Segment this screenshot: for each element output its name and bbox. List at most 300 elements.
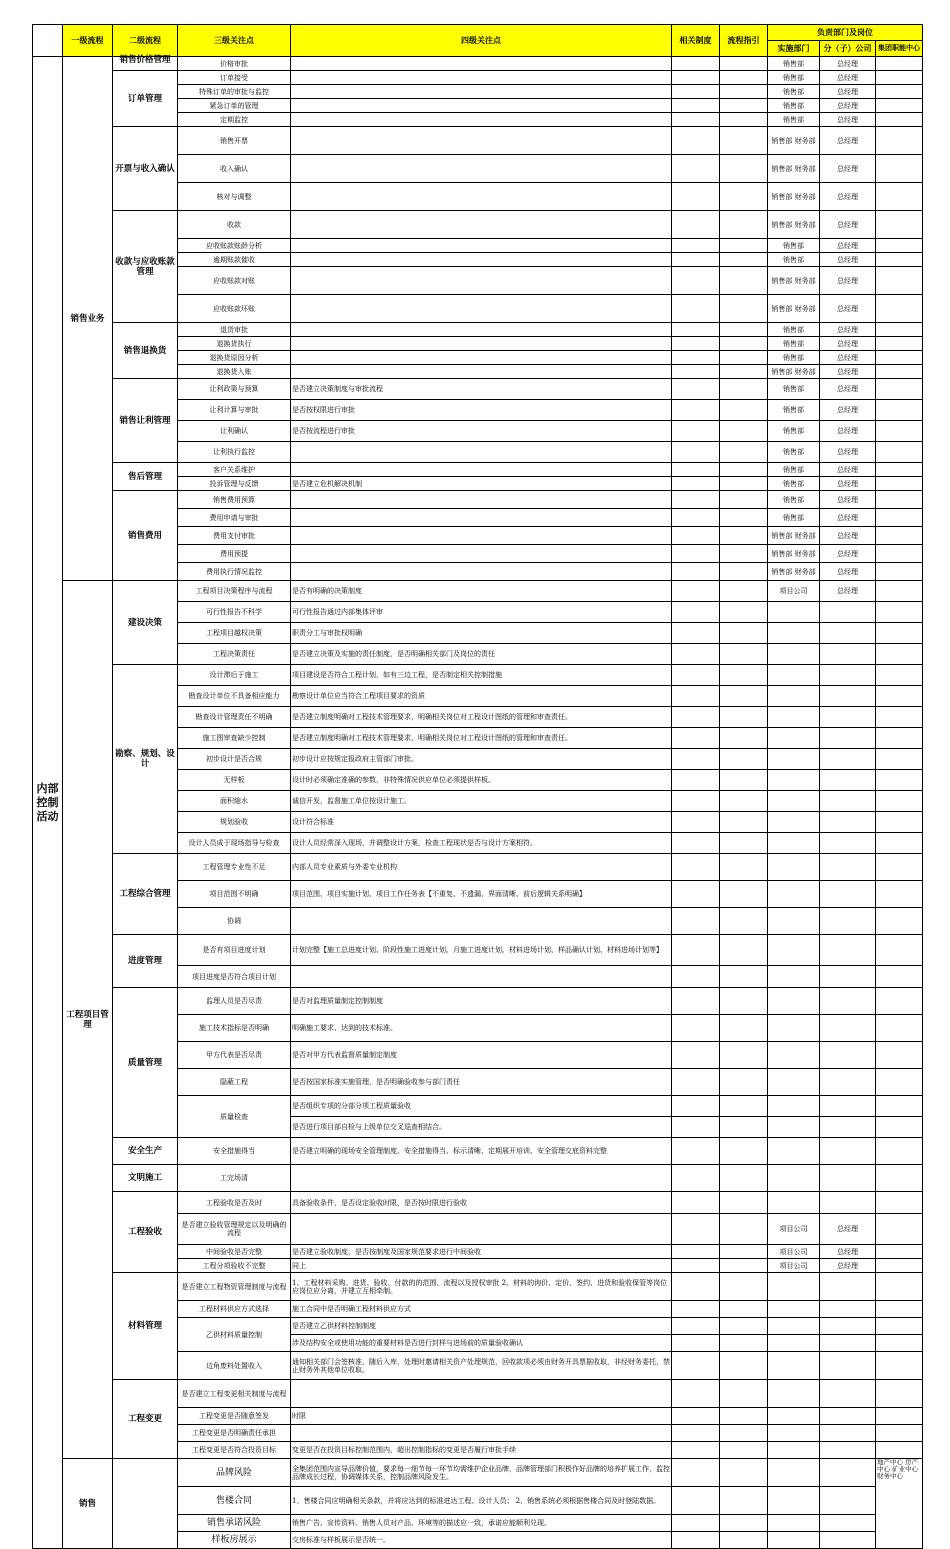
group-center-cell (876, 1245, 923, 1259)
policy-cell (672, 337, 720, 351)
sub-company-cell: 总经理 (820, 183, 876, 211)
policy-cell (672, 1117, 720, 1138)
sub-company-cell (820, 812, 876, 833)
level3-cell: 是否建立工程物资管理制度与流程 (178, 1273, 291, 1301)
sub-company-cell: 总经理 (820, 379, 876, 400)
sub-company-cell (820, 881, 876, 908)
impl-dept-cell (768, 1096, 820, 1117)
level4-cell: 1、工程材料采购、进货、验收、付款的的范围、流程以及授权审批 2、材料的询价、定价、签约、进货和验收保管等岗位应岗位应分离，并建立互相牵制。 (291, 1273, 672, 1301)
level3-cell: 设计滞后于施工 (178, 665, 291, 686)
header-level1: 一级流程 (63, 25, 113, 57)
policy-cell (672, 1165, 720, 1192)
level4-cell: 涉及结构安全或使用功能的重要材料是否进行封样与进场前的质量验收确认 (291, 1335, 672, 1352)
level3-cell: 收款 (178, 211, 291, 239)
guide-cell (720, 833, 768, 854)
level3-cell: 销售开票 (178, 127, 291, 155)
impl-dept-cell: 销售部 (768, 323, 820, 337)
policy-cell (672, 527, 720, 545)
level3-cell: 让利执行监控 (178, 442, 291, 463)
sub-company-cell (820, 623, 876, 644)
level3-cell: 甲方代表是否尽责 (178, 1042, 291, 1069)
sub-company-cell: 总经理 (820, 365, 876, 379)
group-center-cell (876, 728, 923, 749)
impl-dept-cell: 销售部 财务部 (768, 183, 820, 211)
sub-company-cell (820, 1318, 876, 1335)
level3-cell: 应收账款坏账 (178, 295, 291, 323)
guide-cell (720, 644, 768, 665)
sub-company-cell (820, 1515, 876, 1532)
group-center-cell (876, 85, 923, 99)
impl-dept-cell (768, 686, 820, 707)
level4-cell: 是否按国家标准实施管理，是否明确验收参与部门责任 (291, 1069, 672, 1096)
impl-dept-cell (768, 812, 820, 833)
level3-cell: 安全措施得当 (178, 1138, 291, 1165)
policy-cell (672, 71, 720, 85)
guide-cell (720, 1117, 768, 1138)
impl-dept-cell (768, 1042, 820, 1069)
table-row (33, 211, 923, 239)
level3-cell: 可行性报告不科学 (178, 602, 291, 623)
sub-company-cell (820, 1459, 876, 1487)
sub-company-cell (820, 1096, 876, 1117)
guide-cell (720, 509, 768, 527)
group-center-cell (876, 563, 923, 581)
sub-company-cell: 总经理 (820, 421, 876, 442)
table-row (33, 935, 923, 966)
sub-company-cell (820, 1442, 876, 1459)
impl-dept-cell (768, 1487, 820, 1515)
impl-dept-cell (768, 966, 820, 988)
level2-cell: 质量管理 (113, 988, 178, 1138)
level3-cell: 退货审批 (178, 323, 291, 337)
impl-dept-cell (768, 1425, 820, 1442)
policy-cell (672, 85, 720, 99)
level4-cell: 内部人员专业素质与外委专业机构 (291, 854, 672, 881)
impl-dept-cell: 销售部 (768, 400, 820, 421)
level3-cell: 收入确认 (178, 155, 291, 183)
guide-cell (720, 1259, 768, 1273)
level4-cell: 项目建设是否符合工程计划，如有三边工程，是否制定相关控制措施 (291, 665, 672, 686)
group-center-cell (876, 1425, 923, 1442)
policy-cell (672, 57, 720, 71)
impl-dept-cell: 销售部 财务部 (768, 563, 820, 581)
sub-company-cell (820, 602, 876, 623)
sub-company-cell (820, 1069, 876, 1096)
guide-cell (720, 791, 768, 812)
level3-cell: 退换货执行 (178, 337, 291, 351)
level4-cell (291, 966, 672, 988)
group-center-cell: 地产中心 房产中心 矿业中心 财务中心 (876, 1459, 923, 1549)
sub-company-cell: 总经理 (820, 477, 876, 491)
policy-cell (672, 854, 720, 881)
guide-cell (720, 966, 768, 988)
sub-company-cell (820, 908, 876, 935)
guide-cell (720, 183, 768, 211)
impl-dept-cell: 销售部 (768, 463, 820, 477)
policy-cell (672, 812, 720, 833)
table-row (33, 988, 923, 1015)
guide-cell (720, 491, 768, 509)
policy-cell (672, 477, 720, 491)
level3-cell: 工程材料供应方式选择 (178, 1301, 291, 1318)
level3-cell: 品牌风险 (178, 1459, 291, 1487)
level3-cell: 应收账款账龄分析 (178, 239, 291, 253)
table-row (33, 665, 923, 686)
sub-company-cell (820, 1165, 876, 1192)
level4-cell (291, 1380, 672, 1408)
group-center-cell (876, 113, 923, 127)
level4-cell: 是否建立决策及实施的责任制度，是否明确相关部门及岗位的责任 (291, 644, 672, 665)
level3-cell: 中间验收是否完整 (178, 1245, 291, 1259)
guide-cell (720, 1408, 768, 1425)
impl-dept-cell: 销售部 财务部 (768, 295, 820, 323)
level2-cell: 文明施工 (113, 1165, 178, 1192)
guide-cell (720, 770, 768, 791)
policy-cell (672, 1214, 720, 1245)
level2-cell: 销售费用 (113, 491, 178, 581)
group-center-cell (876, 365, 923, 379)
level2-cell: 工程验收 (113, 1192, 178, 1273)
guide-cell (720, 1245, 768, 1259)
sub-company-cell (820, 1015, 876, 1042)
level3-cell: 工程项目决策程序与流程 (178, 581, 291, 602)
sub-company-cell: 总经理 (820, 491, 876, 509)
group-center-cell (876, 1165, 923, 1192)
policy-cell (672, 1042, 720, 1069)
group-center-cell (876, 1318, 923, 1335)
sub-company-cell (820, 644, 876, 665)
sub-company-cell: 总经理 (820, 71, 876, 85)
group-center-cell (876, 988, 923, 1015)
level4-cell (291, 85, 672, 99)
level3-cell: 客户关系维护 (178, 463, 291, 477)
policy-cell (672, 183, 720, 211)
level2-cell: 开票与收入确认 (113, 127, 178, 211)
header-group-center: 集团职能中心 (876, 41, 923, 57)
impl-dept-cell: 销售部 (768, 421, 820, 442)
policy-cell (672, 1015, 720, 1042)
guide-cell (720, 707, 768, 728)
policy-cell (672, 1273, 720, 1301)
impl-dept-cell: 项目公司 (768, 581, 820, 602)
level4-cell: 设计人员经常深入现场，并调整设计方案，检查工程现状是否与设计方案相符。 (291, 833, 672, 854)
level4-cell: 职责分工与审批权明确 (291, 623, 672, 644)
group-center-cell (876, 1442, 923, 1459)
level3-cell: 工程变更是否符合投资目标 (178, 1442, 291, 1459)
impl-dept-cell (768, 1532, 820, 1549)
policy-cell (672, 295, 720, 323)
impl-dept-cell (768, 1408, 820, 1425)
table-row (33, 1192, 923, 1214)
level4-cell: 是否建立制度明确对工程技术管理要求，明确相关岗位对工程设计图纸的管理和审查责任。 (291, 707, 672, 728)
header-sub-company: 分（子）公司 (820, 41, 876, 57)
sub-company-cell (820, 1380, 876, 1408)
policy-cell (672, 908, 720, 935)
sub-company-cell (820, 770, 876, 791)
guide-cell (720, 1487, 768, 1515)
policy-cell (672, 509, 720, 527)
guide-cell (720, 545, 768, 563)
table-row (33, 379, 923, 400)
guide-cell (720, 267, 768, 295)
control-matrix-sheet (32, 24, 922, 1545)
policy-cell (672, 770, 720, 791)
table-row (33, 57, 923, 71)
level3-cell: 费用申请与审批 (178, 509, 291, 527)
impl-dept-cell: 销售部 (768, 99, 820, 113)
group-center-cell (876, 749, 923, 770)
level1-cell: 销售 (63, 1459, 113, 1549)
impl-dept-cell (768, 881, 820, 908)
guide-cell (720, 463, 768, 477)
sub-company-cell: 总经理 (820, 113, 876, 127)
header-level0 (33, 25, 63, 57)
sub-company-cell: 总经理 (820, 127, 876, 155)
impl-dept-cell: 销售部 财务部 (768, 365, 820, 379)
policy-cell (672, 365, 720, 379)
level4-cell (291, 491, 672, 509)
policy-cell (672, 1069, 720, 1096)
level2-cell (113, 1459, 178, 1549)
level2-cell: 材料管理 (113, 1273, 178, 1380)
group-center-cell (876, 881, 923, 908)
guide-cell (720, 749, 768, 770)
impl-dept-cell: 销售部 (768, 442, 820, 463)
group-center-cell (876, 127, 923, 155)
level2-cell: 勘察、规划、设计 (113, 665, 178, 854)
policy-cell (672, 833, 720, 854)
sub-company-cell: 总经理 (820, 85, 876, 99)
sub-company-cell: 总经理 (820, 563, 876, 581)
level3-cell: 是否有项目进度计划 (178, 935, 291, 966)
group-center-cell (876, 1096, 923, 1117)
sub-company-cell: 总经理 (820, 527, 876, 545)
level3-cell: 工程变更是否明确责任承担 (178, 1425, 291, 1442)
level4-cell: 是否对甲方代表监督质量制定制度 (291, 1042, 672, 1069)
policy-cell (672, 379, 720, 400)
group-center-cell (876, 71, 923, 85)
policy-cell (672, 253, 720, 267)
impl-dept-cell: 项目公司 (768, 1214, 820, 1245)
level3-cell: 是否建立验收管理规定以及明确的流程 (178, 1214, 291, 1245)
impl-dept-cell: 销售部 财务部 (768, 211, 820, 239)
group-center-cell (876, 421, 923, 442)
policy-cell (672, 1335, 720, 1352)
guide-cell (720, 211, 768, 239)
sub-company-cell (820, 1408, 876, 1425)
level4-cell: 全集团范围内宣导品牌价值，要求每一细节每一环节均需维护企业品牌，品牌管理部门积极作好品牌的培养扩展工作，监控品牌成长过程，协调媒体关系，控制品牌风险发生。 (291, 1459, 672, 1487)
policy-cell (672, 1245, 720, 1259)
policy-cell (672, 1425, 720, 1442)
guide-cell (720, 908, 768, 935)
sub-company-cell (820, 728, 876, 749)
group-center-cell (876, 966, 923, 988)
level3-cell: 质量检查 (178, 1096, 291, 1138)
impl-dept-cell (768, 935, 820, 966)
guide-cell (720, 57, 768, 71)
level3-cell: 项目进度是否符合项目计划 (178, 966, 291, 988)
guide-cell (720, 1165, 768, 1192)
sub-company-cell: 总经理 (820, 253, 876, 267)
level3-cell: 退换货入账 (178, 365, 291, 379)
group-center-cell (876, 1273, 923, 1301)
level2-cell: 进度管理 (113, 935, 178, 988)
level4-cell (291, 211, 672, 239)
sub-company-cell (820, 935, 876, 966)
level4-cell (291, 57, 672, 71)
header-impl-dept: 实施部门 (768, 41, 820, 57)
policy-cell (672, 127, 720, 155)
group-center-cell (876, 1335, 923, 1352)
level3-cell: 面积缩水 (178, 791, 291, 812)
level3-cell: 工程管理专业性不足 (178, 854, 291, 881)
guide-cell (720, 665, 768, 686)
sub-company-cell: 总经理 (820, 323, 876, 337)
group-center-cell (876, 155, 923, 183)
guide-cell (720, 400, 768, 421)
group-center-cell (876, 581, 923, 602)
sub-company-cell (820, 1117, 876, 1138)
level4-cell (291, 113, 672, 127)
impl-dept-cell: 销售部 (768, 351, 820, 365)
table-row (33, 1459, 923, 1487)
level1-cell: 销售业务 (63, 57, 113, 581)
level4-cell (291, 545, 672, 563)
table-row (33, 1138, 923, 1165)
sub-company-cell (820, 1352, 876, 1380)
sub-company-cell (820, 1335, 876, 1352)
guide-cell (720, 623, 768, 644)
level3-cell: 特殊订单的审批与监控 (178, 85, 291, 99)
level4-cell: 通知相关部门会签核准，随后入库，处理时邀请相关资产处理规范，回收款项必须由财务开具票据收取，非经财务委托，禁止财务外其他单位收取。 (291, 1352, 672, 1380)
guide-cell (720, 113, 768, 127)
guide-cell (720, 421, 768, 442)
level4-cell (291, 509, 672, 527)
guide-cell (720, 1192, 768, 1214)
policy-cell (672, 1138, 720, 1165)
level4-cell: 勘察设计单位应当符合工程项目要求的资质 (291, 686, 672, 707)
level3-cell: 协调 (178, 908, 291, 935)
level3-cell: 施工技术指标是否明确 (178, 1015, 291, 1042)
level3-cell: 边角废料处置收入 (178, 1352, 291, 1380)
guide-cell (720, 351, 768, 365)
level4-cell (291, 1165, 672, 1192)
sub-company-cell: 总经理 (820, 581, 876, 602)
group-center-cell (876, 812, 923, 833)
impl-dept-cell (768, 1380, 820, 1408)
level4-cell: 1、售楼合同应明确相关条款，并将应达到的标准进达工程、设计人员； 2、销售系统必须根据售楼合同及时登陆数据。 (291, 1487, 672, 1515)
level4-cell: 是否组织专项的分部分项工程质量验收 (291, 1096, 672, 1117)
group-center-cell (876, 1138, 923, 1165)
sub-company-cell (820, 707, 876, 728)
guide-cell (720, 812, 768, 833)
group-center-cell (876, 57, 923, 71)
policy-cell (672, 1318, 720, 1335)
level3-cell: 逾期账款催收 (178, 253, 291, 267)
impl-dept-cell: 销售部 财务部 (768, 527, 820, 545)
policy-cell (672, 563, 720, 581)
group-center-cell (876, 935, 923, 966)
sub-company-cell: 总经理 (820, 1259, 876, 1273)
table-row (33, 1165, 923, 1192)
level3-cell: 施工图审查缺少控制 (178, 728, 291, 749)
level4-cell: 初步设计应按规定报政府主管部门审批。 (291, 749, 672, 770)
policy-cell (672, 728, 720, 749)
policy-cell (672, 463, 720, 477)
group-center-cell (876, 323, 923, 337)
group-center-cell (876, 791, 923, 812)
policy-cell (672, 491, 720, 509)
sub-company-cell: 总经理 (820, 211, 876, 239)
guide-cell (720, 239, 768, 253)
policy-cell (672, 239, 720, 253)
table-row (33, 463, 923, 477)
level4-cell: 计划完整【施工总进度计划、阶段性施工进度计划、月施工进度计划、材料进场计划、样品确认计划、材料进场计划等】 (291, 935, 672, 966)
level4-cell: 可行性报告通过内部集体评审 (291, 602, 672, 623)
guide-cell (720, 1442, 768, 1459)
level4-cell (291, 1214, 672, 1245)
level3-cell: 勘查设计单位不具备相应能力 (178, 686, 291, 707)
sub-company-cell: 总经理 (820, 442, 876, 463)
level4-cell: 施工合同中是否明确工程材料供应方式 (291, 1301, 672, 1318)
sub-company-cell (820, 1487, 876, 1515)
impl-dept-cell: 销售部 (768, 477, 820, 491)
sub-company-cell (820, 854, 876, 881)
impl-dept-cell (768, 770, 820, 791)
policy-cell (672, 686, 720, 707)
level0-cell: 内部控制活动 (33, 57, 63, 1549)
policy-cell (672, 881, 720, 908)
policy-cell (672, 1408, 720, 1425)
guide-cell (720, 323, 768, 337)
sub-company-cell: 总经理 (820, 400, 876, 421)
sub-company-cell (820, 686, 876, 707)
level4-cell (291, 253, 672, 267)
level4-cell: 诚信开发，监督施工单位按设计施工。 (291, 791, 672, 812)
level3-cell: 工程项目越权决策 (178, 623, 291, 644)
level2-cell: 销售价格管理 (113, 57, 178, 71)
level3-cell: 隐蔽工程 (178, 1069, 291, 1096)
sub-company-cell: 总经理 (820, 463, 876, 477)
impl-dept-cell: 销售部 财务部 (768, 545, 820, 563)
policy-cell (672, 935, 720, 966)
level3-cell: 让利计算与审批 (178, 400, 291, 421)
policy-cell (672, 400, 720, 421)
table-row (33, 323, 923, 337)
level3-cell: 项目范围不明确 (178, 881, 291, 908)
impl-dept-cell (768, 854, 820, 881)
sub-company-cell (820, 1425, 876, 1442)
guide-cell (720, 365, 768, 379)
guide-cell (720, 442, 768, 463)
group-center-cell (876, 1380, 923, 1408)
sub-company-cell (820, 966, 876, 988)
level3-cell: 监理人员是否尽责 (178, 988, 291, 1015)
impl-dept-cell (768, 1192, 820, 1214)
table-row (33, 71, 923, 85)
level4-cell: 销售广告、宣传资料、销售人员对产品、环境等的描述应一致，承诺应能顺利兑现。 (291, 1515, 672, 1532)
level3-cell: 费用预提 (178, 545, 291, 563)
impl-dept-cell (768, 1165, 820, 1192)
group-center-cell (876, 337, 923, 351)
group-center-cell (876, 1214, 923, 1245)
level3-cell: 规划验收 (178, 812, 291, 833)
sub-company-cell (820, 988, 876, 1015)
header-level2: 二级流程 (113, 25, 178, 57)
group-center-cell (876, 1069, 923, 1096)
level4-cell (291, 1425, 672, 1442)
level4-cell (291, 127, 672, 155)
